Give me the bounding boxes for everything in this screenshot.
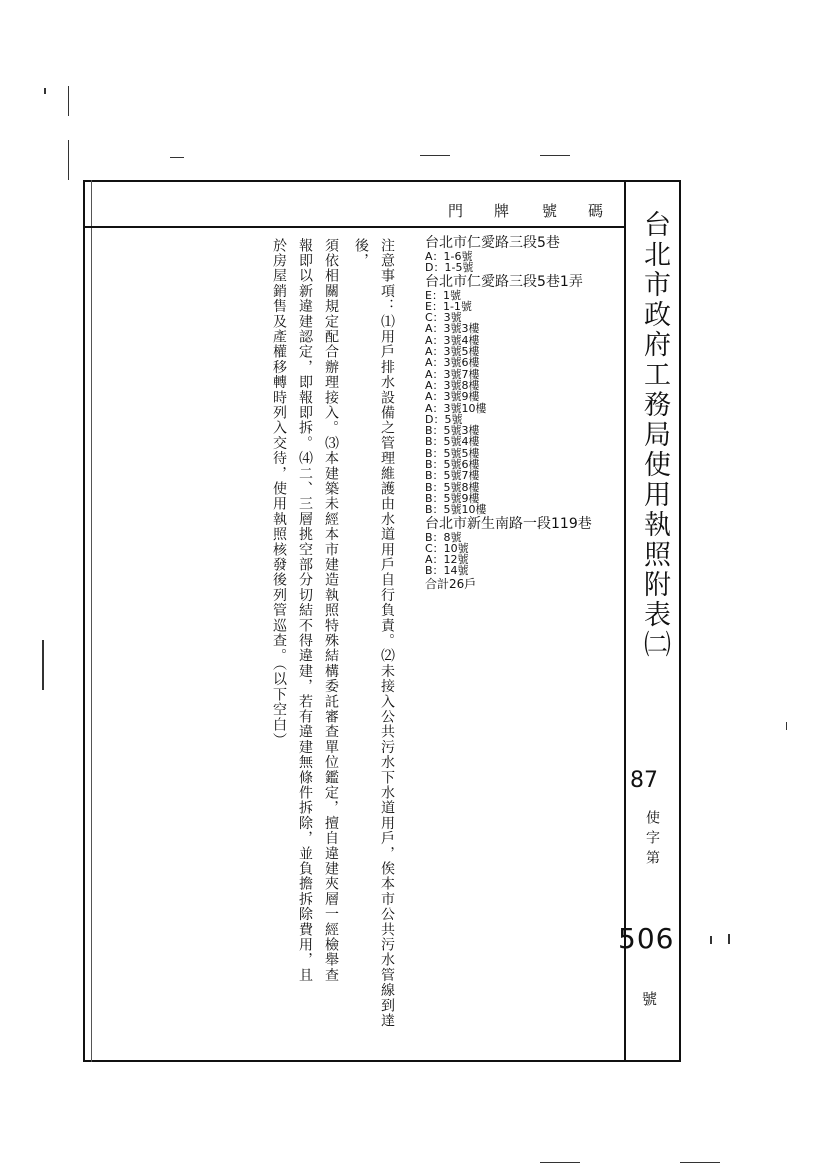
scan-speck	[170, 157, 184, 158]
scan-speck	[680, 1162, 720, 1163]
header-divider	[83, 226, 626, 228]
scan-speck	[540, 155, 570, 156]
scan-speck	[68, 86, 69, 116]
address-entry: D：5號	[425, 412, 463, 426]
address-entry: E：1-1號	[425, 299, 472, 313]
address-entry: A：3號6樓	[425, 356, 480, 370]
address-entry: A：3號10樓	[425, 401, 487, 415]
address-entry: B：5號3樓	[425, 424, 480, 438]
address-entry: E：1號	[425, 288, 461, 302]
scan-speck	[420, 155, 450, 156]
header-col: 碼	[588, 202, 604, 220]
scan-speck	[710, 936, 712, 944]
permit-suffix: 號	[642, 990, 658, 1008]
scan-speck	[68, 140, 69, 180]
note-line: 注意事項：⑴用戶排水設備之管理維護由水道用戶自行負責。⑵未接入公共污水下水道用戶，俟本市公共污水管線到達後，	[353, 238, 395, 1029]
address-entry: B：5號10樓	[425, 503, 487, 517]
note-line: 報即以新違建認定，即報即拆。⑷二、三層挑空部分切結不得違建，若有違建無條件拆除，並負擔拆除費用，且	[297, 238, 313, 983]
address-entry: A：3號8樓	[425, 378, 480, 392]
address-entry: A：3號9樓	[425, 390, 480, 404]
address-entry: A：1-6號	[425, 250, 473, 263]
address-entry: A：3號7樓	[425, 367, 480, 381]
scan-speck	[728, 934, 730, 944]
address-entry: A：3號3樓	[425, 322, 480, 336]
address-entry: C：10號	[425, 541, 469, 555]
header-col: 牌	[494, 202, 510, 220]
address-street: 台北市仁愛路三段5巷1弄	[425, 273, 583, 290]
notes-section	[271, 238, 400, 1058]
address-street: 台北市新生南路一段119巷	[425, 515, 592, 532]
address-entry: C：3號	[425, 311, 462, 325]
permit-label: 使字第	[644, 810, 660, 870]
frame-inner-line	[91, 180, 92, 1062]
address-entry: B：5號7樓	[425, 469, 480, 483]
address-entry: A：12號	[425, 553, 469, 567]
note-line: 於房屋銷售及產權移轉時列入交待，使用執照核發後列管巡查。（以下空白）	[271, 238, 287, 748]
note-line: 須依相關規定配合辦理接入。⑶本建築未經本市建造執照特殊結構委託審查單位鑑定，擅自違建夾層一經檢舉查	[323, 238, 339, 983]
document-title: 台北市政府工務局使用執照附表㈡	[639, 210, 670, 660]
address-entry: D：1-5號	[425, 261, 474, 275]
address-entry: B：5號4樓	[425, 435, 480, 449]
address-entry: B：5號5樓	[425, 446, 480, 460]
scan-speck	[42, 640, 44, 690]
address-entry: B：14號	[425, 564, 469, 578]
scan-speck	[540, 1162, 580, 1163]
address-entry: A：3號4樓	[425, 333, 480, 347]
address-entry: A：3號5樓	[425, 345, 480, 359]
address-total: 合計26戶	[425, 576, 477, 591]
address-list	[425, 235, 625, 592]
address-entry: B：8號	[425, 530, 462, 544]
address-street: 台北市仁愛路三段5巷	[425, 235, 560, 251]
address-entry: B：5號9樓	[425, 491, 480, 505]
permit-year: 87	[630, 768, 658, 793]
scan-speck	[786, 722, 787, 730]
header-col: 號	[542, 202, 558, 220]
header-col: 門	[448, 202, 464, 220]
scan-speck	[44, 88, 46, 94]
address-entry: B：5號8樓	[425, 480, 480, 494]
permit-number: 506	[618, 922, 675, 955]
address-entry: B：5號6樓	[425, 458, 480, 472]
